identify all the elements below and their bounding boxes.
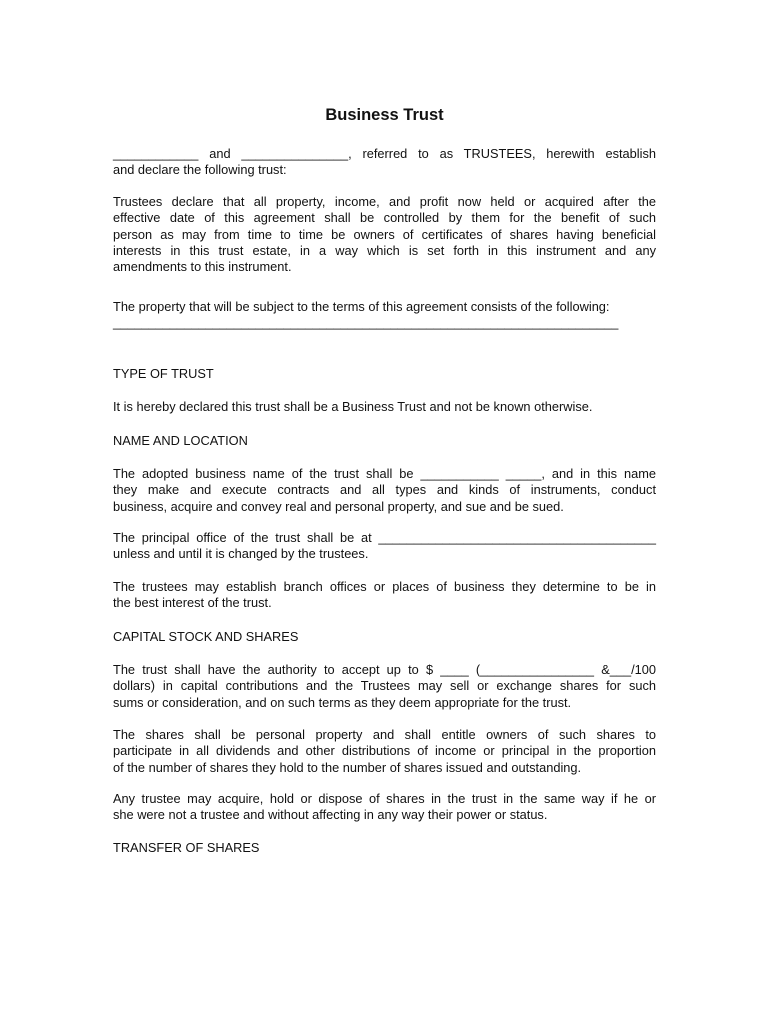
capital-line-1: The trust shall have the authority to accept up to $ ____ (________________ &___/100 (113, 662, 656, 677)
shares-paragraph (113, 727, 656, 776)
office-paragraph (113, 530, 656, 563)
declaration-line-5: amendments to this instrument. (113, 259, 292, 275)
office-line-1: The principal office of the trust shall be at _______________________________________ (113, 530, 656, 545)
declaration-line-4: interests in this trust estate, in a way which is set forth in this instrument and any (113, 242, 656, 258)
capital-paragraph (113, 662, 656, 711)
intro-line-2: and declare the following trust: (113, 162, 287, 178)
property-blank-line: _______________________________________________________________________ (113, 315, 619, 331)
shares-line-2: participate in all dividends and other distributions of income or principal in the proportion (113, 743, 656, 759)
name-line-3: business, acquire and convey real and personal property, and sue and be sued. (113, 498, 564, 514)
branch-line-1: The trustees may establish branch offices or places of business they determine to be in (113, 579, 656, 594)
heading-capital-stock: CAPITAL STOCK AND SHARES (113, 629, 299, 644)
name-line-2: they make and execute contracts and all types and kinds of instruments, conduct (113, 482, 656, 498)
heading-transfer-of-shares: TRANSFER OF SHARES (113, 840, 260, 855)
declaration-line-3: person as may from time to time be owners of certificates of shares having beneficial (113, 226, 656, 242)
intro-line-1: ____________ and _______________, referred to as TRUSTEES, herewith establish (113, 146, 656, 161)
branch-paragraph (113, 579, 656, 612)
trustee-line-1: Any trustee may acquire, hold or dispose of shares in the trust in the same way if he or (113, 791, 656, 806)
office-line-2: unless and until it is changed by the trustees. (113, 546, 369, 562)
trustee-paragraph (113, 791, 656, 824)
document-title: Business Trust (325, 106, 444, 124)
capital-line-2: dollars) in capital contributions and the Trustees may sell or exchange shares for such (113, 678, 656, 694)
type-line-1: It is hereby declared this trust shall be a Business Trust and not be known otherwise. (113, 399, 593, 414)
type-paragraph (113, 399, 656, 415)
name-paragraph (113, 466, 656, 515)
declaration-line-1: Trustees declare that all property, income, and profit now held or acquired after the (113, 194, 656, 209)
property-paragraph (113, 299, 656, 332)
branch-line-2: the best interest of the trust. (113, 595, 272, 611)
trustee-line-2: she were not a trustee and without affecting in any way their power or status. (113, 807, 548, 823)
name-line-1: The adopted business name of the trust shall be ___________ _____, and in this name (113, 466, 656, 481)
shares-line-1: The shares shall be personal property and shall entitle owners of such shares to (113, 727, 656, 742)
heading-type-of-trust: TYPE OF TRUST (113, 366, 214, 381)
declaration-paragraph (113, 194, 656, 275)
declaration-line-2: effective date of this agreement shall be controlled by them for the benefit of such (113, 210, 656, 226)
property-line-1: The property that will be subject to the terms of this agreement consists of the following: (113, 299, 610, 314)
shares-line-3: of the number of shares they hold to the number of shares issued and outstanding. (113, 759, 582, 775)
heading-name-and-location: NAME AND LOCATION (113, 433, 248, 448)
intro-paragraph (113, 146, 656, 179)
capital-line-3: sums or consideration, and on such terms as they deem appropriate for the trust. (113, 694, 572, 710)
